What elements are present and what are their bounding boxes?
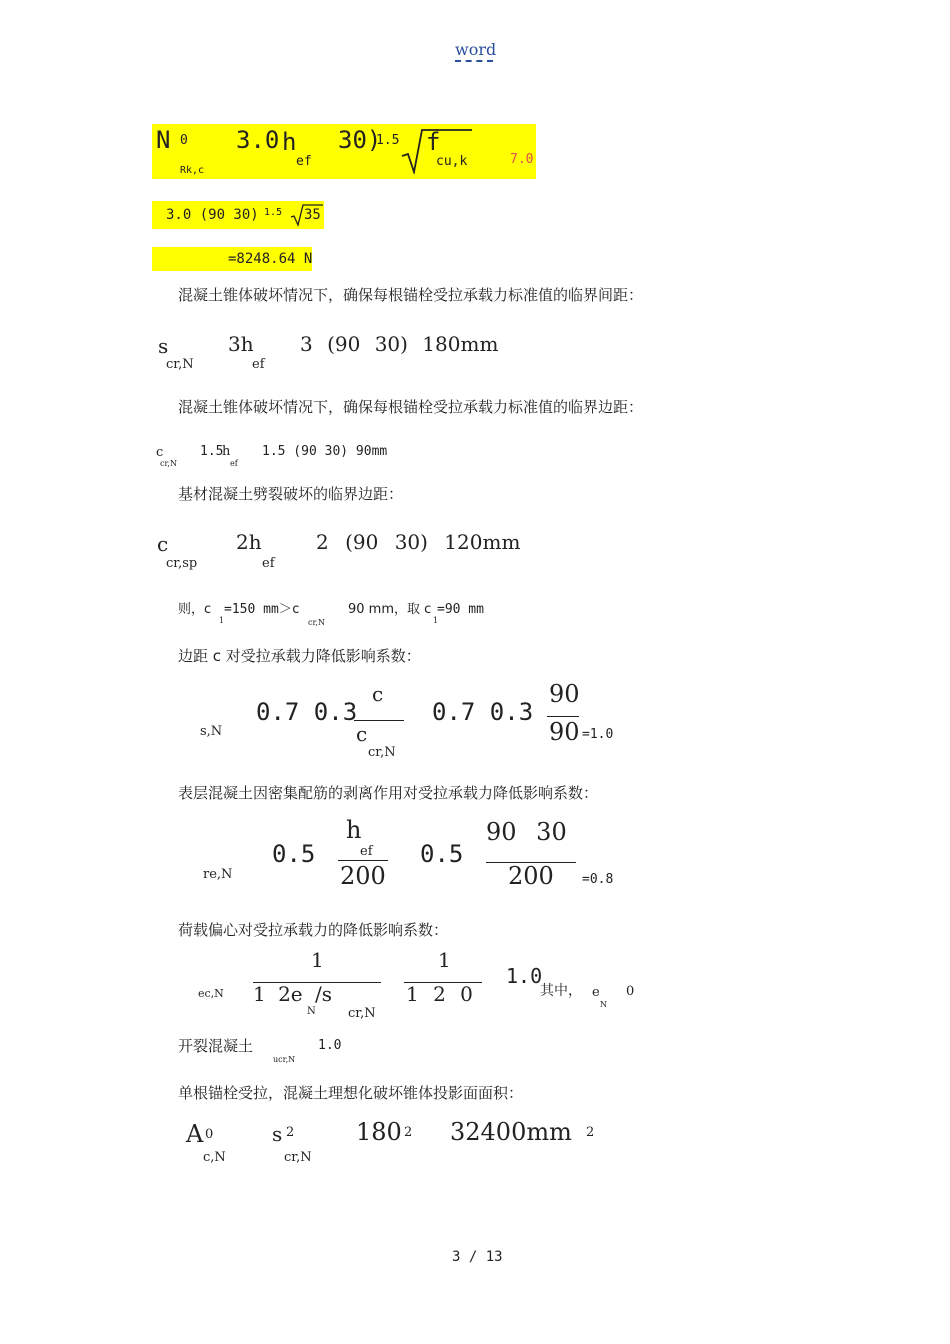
eq6-ef: ef (262, 556, 275, 571)
eq7-fraction-bar (354, 720, 404, 721)
eq9-num: 1 (311, 948, 324, 972)
eq6-c: c (157, 532, 169, 556)
eq9-densub1: N (307, 1006, 316, 1017)
paragraph-critical-spacing: 混凝土锥体破坏情况下，确保每根锚栓受拉承载力标准值的临界间距： (178, 286, 644, 304)
eq3-text: =8248.64 N (228, 251, 313, 267)
eq4-h: 3h (228, 332, 254, 356)
eq7-den: c (356, 722, 368, 746)
eq8-lhs: 0.5 (272, 840, 316, 868)
eq1-cuk: cu,k (436, 154, 468, 169)
eq9-note: 其中， (540, 983, 582, 999)
eq7-fraction-bar2 (547, 716, 579, 717)
eq5-sub: cr,N (160, 459, 177, 468)
eq5-h: h (222, 444, 231, 459)
paragraph-projected-area: 单根锚栓受拉，混凝土理想化破坏锥体投影面面积： (178, 1084, 524, 1102)
eq9-ezero: 0 (626, 984, 635, 999)
paragraph-splitting-edge: 基材混凝土劈裂破坏的临界边距： (178, 485, 404, 503)
eq8-num: h (346, 816, 362, 844)
text-c1-value: =90 mm (437, 602, 484, 617)
eq5-c: c (156, 445, 164, 460)
eq8-num2: 90 30 (486, 818, 567, 846)
eq8-fraction-bar (338, 860, 388, 861)
eq4-ef: ef (252, 357, 265, 372)
paragraph-eccentric-factor: 荷载偏心对受拉承载力的降低影响系数： (178, 921, 449, 939)
eq1-ef: ef (296, 154, 312, 169)
eq1-h: h (282, 128, 297, 156)
eq10-two: 2 (286, 1125, 295, 1140)
eq5-ef: ef (230, 459, 238, 468)
eq8-den: 200 (340, 862, 386, 890)
label-cracked-concrete: 开裂混凝土 (178, 1037, 254, 1055)
text-c1-sub: 1 (219, 616, 225, 625)
text-ccrn-sub: cr,N (308, 618, 325, 627)
eq10-pow: 2 (404, 1125, 413, 1140)
eq8-den2: 200 (508, 862, 554, 890)
text-take-c1: 90 mm，取 c (348, 602, 432, 617)
eq1-f: f (426, 128, 441, 156)
header-underline (455, 60, 493, 62)
label-cracked-sub: ucr,N (273, 1055, 296, 1064)
eq1-N: N (156, 126, 171, 154)
eq1-zero: 0 (180, 133, 188, 148)
eq7-mid: 0.7 0.3 (432, 698, 534, 726)
eq1-tail: 7.0 (510, 152, 534, 167)
eq9-sub: ec,N (198, 987, 224, 1000)
paragraph-edge-factor: 边距 c 对受拉承载力降低影响系数： (178, 647, 421, 665)
eq7-den2: 90 (549, 718, 580, 746)
eq9-den: 1 2e /s (253, 982, 333, 1006)
eq2-text: 3.0 (90 30) (166, 207, 259, 223)
text-c1-sub2: 1 (433, 616, 439, 625)
eq10-pow2: 2 (586, 1125, 595, 1140)
eq7-num: c (372, 682, 384, 706)
text-gt-c: =150 mm＞c (224, 602, 300, 617)
eq9-e: e (592, 985, 600, 1000)
eq9-num2: 1 (438, 948, 451, 972)
eq10-val: 180 (356, 1118, 402, 1146)
eq7-num2: 90 (549, 680, 580, 708)
page-number: 3 / 13 (452, 1249, 503, 1265)
eq1-pow: 1.5 (376, 133, 400, 148)
eq10-zero: 0 (205, 1127, 214, 1142)
eq4-sub: cr,N (166, 357, 194, 372)
eq10-sub: c,N (203, 1150, 226, 1165)
eq7-lhs: 0.7 0.3 (256, 698, 358, 726)
eq6-h: 2h (236, 530, 262, 554)
eq6-rhs: 2 (90 30) 120mm (316, 530, 521, 554)
header-title[interactable]: word (455, 40, 497, 59)
eq9-densub2: cr,N (348, 1006, 376, 1021)
eq7-densub: cr,N (368, 745, 396, 760)
eq4-s: s (158, 334, 169, 358)
eq7-sub: s,N (200, 724, 223, 739)
eq10-res: 32400mm (450, 1118, 572, 1146)
eq8-sub: re,N (203, 867, 233, 882)
eq9-res: 1.0 (506, 964, 543, 988)
eq10-ssub: cr,N (284, 1150, 312, 1165)
eq4-rhs: 3 (90 30) 180mm (300, 332, 499, 356)
eq8-mid: 0.5 (420, 840, 464, 868)
eq2-pow: 1.5 (264, 207, 283, 218)
text-then-c1: 则，c (178, 602, 212, 617)
eq8-numsub: ef (360, 844, 373, 859)
eq2-sqrt: 35 (304, 207, 321, 223)
paragraph-spalling-factor: 表层混凝土因密集配筋的剥离作用对受拉承载力降低影响系数： (178, 784, 599, 802)
eq10-s: s (272, 1122, 283, 1146)
paragraph-critical-edge: 混凝土锥体破坏情况下，确保每根锚栓受拉承载力标准值的临界边距： (178, 398, 644, 416)
eq10-A: A (186, 1120, 204, 1148)
eq1-sub: Rk,c (180, 165, 205, 176)
eq9-den2: 1 2 0 (406, 982, 473, 1006)
eq7-res: =1.0 (582, 727, 614, 742)
eq1-30: 30) (338, 126, 382, 154)
eq1-coef: 3.0 (236, 126, 280, 154)
label-cracked-value: 1.0 (318, 1038, 342, 1053)
eq5-coef: 1.5 (200, 444, 224, 459)
eq6-sub: cr,sp (166, 556, 198, 571)
eq5-rhs: 1.5 (90 30) 90mm (262, 444, 388, 459)
eq9-esub: N (600, 1000, 607, 1009)
eq8-res: =0.8 (582, 872, 614, 887)
